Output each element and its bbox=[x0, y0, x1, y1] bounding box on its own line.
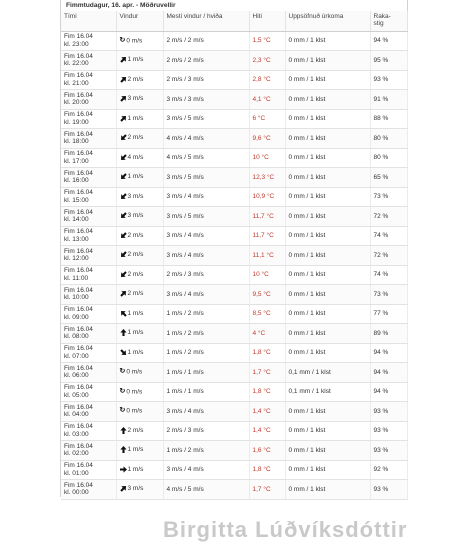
row-hour: kl. 17:00 bbox=[64, 157, 89, 165]
temp-cell: 1,8 °C bbox=[249, 343, 285, 363]
humidity-cell: 95 % bbox=[370, 51, 407, 71]
temp-cell: 1,8 °C bbox=[249, 382, 285, 402]
wind-speed: 0 m/s bbox=[126, 37, 143, 45]
wind-cell bbox=[116, 343, 163, 363]
wind-direction-arrow-icon bbox=[120, 173, 127, 180]
wind-speed: 3 m/s bbox=[127, 485, 144, 493]
wind-direction-arrow-icon bbox=[120, 466, 127, 473]
row-hour: kl. 13:00 bbox=[64, 235, 89, 243]
precip-cell: 0 mm / 1 klst bbox=[285, 343, 370, 363]
wind-direction-arrow-icon bbox=[120, 271, 127, 278]
table-row bbox=[61, 402, 407, 422]
calm-wind-icon: ↻ bbox=[119, 407, 126, 415]
wind-speed: 0 m/s bbox=[126, 407, 143, 415]
gust-cell: 3 m/s / 3 m/s bbox=[163, 90, 249, 110]
table-row bbox=[61, 129, 407, 149]
wind-cell bbox=[116, 285, 163, 305]
temp-cell: 1,4 °C bbox=[249, 402, 285, 422]
gust-cell: 2 m/s / 2 m/s bbox=[163, 31, 249, 51]
wind-speed: 1 m/s bbox=[127, 310, 144, 318]
table-row bbox=[61, 109, 407, 129]
temp-cell: 8,5 °C bbox=[249, 304, 285, 324]
row-hour: kl. 21:00 bbox=[64, 79, 89, 87]
time-cell bbox=[61, 480, 116, 500]
wind-direction-arrow-icon bbox=[120, 349, 127, 356]
calm-wind-icon: ↻ bbox=[119, 36, 126, 44]
row-date: Fim 16.04 bbox=[64, 208, 93, 216]
gust-cell: 3 m/s / 4 m/s bbox=[163, 226, 249, 246]
gust-cell: 3 m/s / 4 m/s bbox=[163, 402, 249, 422]
table-row bbox=[61, 304, 407, 324]
wind-speed: 1 m/s bbox=[127, 446, 144, 454]
precip-cell: 0 mm / 1 klst bbox=[285, 265, 370, 285]
row-date: Fim 16.04 bbox=[64, 130, 93, 138]
col-temp-header[interactable]: Hiti bbox=[249, 11, 285, 31]
row-hour: kl. 20:00 bbox=[64, 99, 89, 107]
wind-speed: 4 m/s bbox=[127, 154, 144, 162]
temp-cell: 6 °C bbox=[249, 109, 285, 129]
precip-cell: 0,1 mm / 1 klst bbox=[285, 363, 370, 383]
temp-cell: 11,7 °C bbox=[249, 207, 285, 227]
wind-speed: 2 m/s bbox=[127, 427, 144, 435]
temp-cell: 1,6 °C bbox=[249, 441, 285, 461]
humidity-cell: 80 % bbox=[370, 148, 407, 168]
table-row bbox=[61, 207, 407, 227]
wind-cell bbox=[116, 304, 163, 324]
row-hour: kl. 15:00 bbox=[64, 196, 89, 204]
row-date: Fim 16.04 bbox=[64, 481, 93, 489]
wind-direction-arrow-icon bbox=[120, 251, 127, 258]
gust-cell: 4 m/s / 5 m/s bbox=[163, 148, 249, 168]
row-date: Fim 16.04 bbox=[64, 52, 93, 60]
temp-cell: 10 °C bbox=[249, 265, 285, 285]
row-date: Fim 16.04 bbox=[64, 169, 93, 177]
table-row bbox=[61, 324, 407, 344]
temp-cell: 10 °C bbox=[249, 148, 285, 168]
gust-cell: 1 m/s / 2 m/s bbox=[163, 324, 249, 344]
row-date: Fim 16.04 bbox=[64, 364, 93, 372]
wind-speed: 1 m/s bbox=[127, 466, 144, 474]
station-date-title: Fimmtudagur, 16. apr. - Möðruvellir bbox=[66, 2, 176, 9]
wind-direction-arrow-icon bbox=[120, 134, 127, 141]
temp-cell: 4 °C bbox=[249, 324, 285, 344]
row-hour: kl. 00:00 bbox=[64, 489, 89, 497]
wind-direction-arrow-icon bbox=[120, 485, 127, 492]
table-row bbox=[61, 187, 407, 207]
gust-cell: 2 m/s / 3 m/s bbox=[163, 265, 249, 285]
precip-cell: 0 mm / 1 klst bbox=[285, 51, 370, 71]
row-hour: kl. 23:00 bbox=[64, 40, 89, 48]
row-hour: kl. 05:00 bbox=[64, 391, 89, 399]
gust-cell: 3 m/s / 5 m/s bbox=[163, 207, 249, 227]
humidity-cell: 74 % bbox=[370, 226, 407, 246]
temp-cell: 12,3 °C bbox=[249, 168, 285, 188]
gust-cell: 3 m/s / 4 m/s bbox=[163, 187, 249, 207]
wind-direction-arrow-icon bbox=[120, 427, 127, 434]
time-cell bbox=[61, 343, 116, 363]
wind-speed: 3 m/s bbox=[127, 95, 144, 103]
wind-cell bbox=[116, 480, 163, 500]
temp-cell: 11,7 °C bbox=[249, 226, 285, 246]
time-cell bbox=[61, 382, 116, 402]
precip-cell: 0 mm / 1 klst bbox=[285, 70, 370, 90]
time-cell bbox=[61, 168, 116, 188]
time-cell bbox=[61, 421, 116, 441]
temp-cell: 2,8 °C bbox=[249, 70, 285, 90]
row-date: Fim 16.04 bbox=[64, 403, 93, 411]
precip-cell: 0 mm / 1 klst bbox=[285, 90, 370, 110]
temp-cell: 10,9 °C bbox=[249, 187, 285, 207]
gust-cell: 3 m/s / 4 m/s bbox=[163, 285, 249, 305]
table-row bbox=[61, 421, 407, 441]
time-cell bbox=[61, 324, 116, 344]
table-row bbox=[61, 382, 407, 402]
time-cell bbox=[61, 441, 116, 461]
gust-cell: 1 m/s / 1 m/s bbox=[163, 363, 249, 383]
humidity-cell: 65 % bbox=[370, 168, 407, 188]
temp-cell: 1,8 °C bbox=[249, 460, 285, 480]
wind-cell bbox=[116, 363, 163, 383]
time-cell bbox=[61, 460, 116, 480]
table-row bbox=[61, 226, 407, 246]
gust-cell: 3 m/s / 4 m/s bbox=[163, 246, 249, 266]
wind-cell bbox=[116, 31, 163, 51]
weather-table bbox=[61, 11, 408, 500]
wind-cell bbox=[116, 226, 163, 246]
time-cell bbox=[61, 187, 116, 207]
time-cell bbox=[61, 285, 116, 305]
table-row bbox=[61, 168, 407, 188]
temp-cell: 11,1 °C bbox=[249, 246, 285, 266]
humidity-cell: 94 % bbox=[370, 363, 407, 383]
row-date: Fim 16.04 bbox=[64, 325, 93, 333]
precip-cell: 0 mm / 1 klst bbox=[285, 285, 370, 305]
wind-speed: 2 m/s bbox=[127, 290, 144, 298]
row-hour: kl. 22:00 bbox=[64, 60, 89, 68]
wind-cell bbox=[116, 109, 163, 129]
table-row bbox=[61, 246, 407, 266]
col-gust-header[interactable]: Mesti vindur / hviða bbox=[163, 11, 249, 31]
time-cell bbox=[61, 31, 116, 51]
row-date: Fim 16.04 bbox=[64, 33, 93, 41]
wind-direction-arrow-icon bbox=[120, 115, 127, 122]
time-cell bbox=[61, 51, 116, 71]
precip-cell: 0 mm / 1 klst bbox=[285, 129, 370, 149]
wind-speed: 2 m/s bbox=[127, 134, 144, 142]
row-hour: kl. 02:00 bbox=[64, 450, 89, 458]
time-cell bbox=[61, 109, 116, 129]
humidity-cell: 93 % bbox=[370, 480, 407, 500]
temp-cell: 1,4 °C bbox=[249, 421, 285, 441]
time-cell bbox=[61, 148, 116, 168]
precip-cell: 0 mm / 1 klst bbox=[285, 31, 370, 51]
precip-cell: 0,1 mm / 1 klst bbox=[285, 382, 370, 402]
wind-direction-arrow-icon bbox=[120, 329, 127, 336]
row-date: Fim 16.04 bbox=[64, 384, 93, 392]
wind-speed: 1 m/s bbox=[127, 349, 144, 357]
row-date: Fim 16.04 bbox=[64, 345, 93, 353]
precip-cell: 0 mm / 1 klst bbox=[285, 304, 370, 324]
temp-cell: 9,5 °C bbox=[249, 285, 285, 305]
humidity-cell: 93 % bbox=[370, 441, 407, 461]
col-humidity-header[interactable]: Raka- stig bbox=[370, 11, 407, 31]
row-hour: kl. 08:00 bbox=[64, 333, 89, 341]
row-date: Fim 16.04 bbox=[64, 111, 93, 119]
table-row bbox=[61, 441, 407, 461]
gust-cell: 2 m/s / 3 m/s bbox=[163, 70, 249, 90]
wind-cell bbox=[116, 168, 163, 188]
humidity-cell: 94 % bbox=[370, 382, 407, 402]
time-cell bbox=[61, 129, 116, 149]
row-hour: kl. 14:00 bbox=[64, 216, 89, 224]
precip-cell: 0 mm / 1 klst bbox=[285, 480, 370, 500]
precip-cell: 0 mm / 1 klst bbox=[285, 207, 370, 227]
humidity-cell: 89 % bbox=[370, 324, 407, 344]
temp-cell: 9,6 °C bbox=[249, 129, 285, 149]
time-cell bbox=[61, 207, 116, 227]
humidity-cell: 72 % bbox=[370, 246, 407, 266]
row-hour: kl. 16:00 bbox=[64, 177, 89, 185]
gust-cell: 4 m/s / 4 m/s bbox=[163, 129, 249, 149]
time-cell bbox=[61, 363, 116, 383]
wind-direction-arrow-icon bbox=[120, 446, 127, 453]
wind-speed: 1 m/s bbox=[127, 56, 144, 64]
calm-wind-icon: ↻ bbox=[119, 387, 126, 395]
photographer-watermark: Birgitta Lúðvíksdóttir bbox=[163, 517, 408, 542]
precip-cell: 0 mm / 1 klst bbox=[285, 187, 370, 207]
time-cell bbox=[61, 226, 116, 246]
wind-speed: 1 m/s bbox=[127, 329, 144, 337]
gust-cell: 3 m/s / 4 m/s bbox=[163, 460, 249, 480]
calm-wind-icon: ↻ bbox=[119, 368, 126, 376]
temp-cell: 4,1 °C bbox=[249, 90, 285, 110]
wind-direction-arrow-icon bbox=[120, 154, 127, 161]
precip-cell: 0 mm / 1 klst bbox=[285, 324, 370, 344]
gust-cell: 1 m/s / 2 m/s bbox=[163, 441, 249, 461]
wind-cell bbox=[116, 382, 163, 402]
table-row bbox=[61, 31, 407, 51]
row-hour: kl. 01:00 bbox=[64, 469, 89, 477]
row-hour: kl. 18:00 bbox=[64, 138, 89, 146]
humidity-cell: 72 % bbox=[370, 207, 407, 227]
precip-cell: 0 mm / 1 klst bbox=[285, 168, 370, 188]
wind-direction-arrow-icon bbox=[120, 290, 127, 297]
time-cell bbox=[61, 90, 116, 110]
wind-cell bbox=[116, 441, 163, 461]
humidity-cell: 92 % bbox=[370, 460, 407, 480]
wind-cell bbox=[116, 129, 163, 149]
wind-direction-arrow-icon bbox=[120, 95, 127, 102]
row-date: Fim 16.04 bbox=[64, 423, 93, 431]
wind-speed: 2 m/s bbox=[127, 271, 144, 279]
time-cell bbox=[61, 265, 116, 285]
row-hour: kl. 06:00 bbox=[64, 372, 89, 380]
wind-speed: 1 m/s bbox=[127, 173, 144, 181]
gust-cell: 1 m/s / 1 m/s bbox=[163, 382, 249, 402]
row-date: Fim 16.04 bbox=[64, 247, 93, 255]
humidity-cell: 73 % bbox=[370, 285, 407, 305]
wind-speed: 2 m/s bbox=[127, 76, 144, 84]
table-row bbox=[61, 70, 407, 90]
table-row bbox=[61, 460, 407, 480]
row-date: Fim 16.04 bbox=[64, 267, 93, 275]
wind-direction-arrow-icon bbox=[120, 76, 127, 83]
table-row bbox=[61, 285, 407, 305]
wind-speed: 0 m/s bbox=[126, 388, 143, 396]
wind-cell bbox=[116, 460, 163, 480]
table-row bbox=[61, 90, 407, 110]
precip-cell: 0 mm / 1 klst bbox=[285, 460, 370, 480]
table-row bbox=[61, 148, 407, 168]
col-time-header[interactable]: Tími bbox=[61, 11, 116, 31]
wind-cell bbox=[116, 402, 163, 422]
time-cell bbox=[61, 70, 116, 90]
wind-cell bbox=[116, 207, 163, 227]
gust-cell: 3 m/s / 5 m/s bbox=[163, 168, 249, 188]
col-wind-header[interactable]: Vindur bbox=[116, 11, 163, 31]
row-hour: kl. 10:00 bbox=[64, 294, 89, 302]
temp-cell: 1,7 °C bbox=[249, 480, 285, 500]
precip-cell: 0 mm / 1 klst bbox=[285, 246, 370, 266]
time-cell bbox=[61, 402, 116, 422]
row-hour: kl. 19:00 bbox=[64, 118, 89, 126]
wind-cell bbox=[116, 187, 163, 207]
time-cell bbox=[61, 246, 116, 266]
row-date: Fim 16.04 bbox=[64, 442, 93, 450]
wind-speed: 3 m/s bbox=[127, 212, 144, 220]
table-row bbox=[61, 363, 407, 383]
humidity-cell: 91 % bbox=[370, 90, 407, 110]
row-date: Fim 16.04 bbox=[64, 189, 93, 197]
col-precip-header[interactable]: Uppsöfnuð úrkoma bbox=[285, 11, 370, 31]
table-row bbox=[61, 51, 407, 71]
precip-cell: 0 mm / 1 klst bbox=[285, 226, 370, 246]
wind-cell bbox=[116, 70, 163, 90]
humidity-cell: 93 % bbox=[370, 402, 407, 422]
wind-cell bbox=[116, 324, 163, 344]
humidity-cell: 94 % bbox=[370, 31, 407, 51]
wind-direction-arrow-icon bbox=[120, 56, 127, 63]
precip-cell: 0 mm / 1 klst bbox=[285, 109, 370, 129]
wind-direction-arrow-icon bbox=[120, 212, 127, 219]
row-hour: kl. 03:00 bbox=[64, 430, 89, 438]
temp-cell: 1,5 °C bbox=[249, 31, 285, 51]
temp-cell: 1,7 °C bbox=[249, 363, 285, 383]
humidity-cell: 94 % bbox=[370, 343, 407, 363]
wind-cell bbox=[116, 265, 163, 285]
wind-speed: 2 m/s bbox=[127, 232, 144, 240]
wind-speed: 1 m/s bbox=[127, 115, 144, 123]
wind-cell bbox=[116, 421, 163, 441]
precip-cell: 0 mm / 1 klst bbox=[285, 402, 370, 422]
row-hour: kl. 09:00 bbox=[64, 313, 89, 321]
wind-cell bbox=[116, 90, 163, 110]
gust-cell: 2 m/s / 3 m/s bbox=[163, 421, 249, 441]
row-date: Fim 16.04 bbox=[64, 150, 93, 158]
precip-cell: 0 mm / 1 klst bbox=[285, 441, 370, 461]
row-date: Fim 16.04 bbox=[64, 462, 93, 470]
row-date: Fim 16.04 bbox=[64, 228, 93, 236]
row-hour: kl. 04:00 bbox=[64, 411, 89, 419]
gust-cell: 4 m/s / 5 m/s bbox=[163, 480, 249, 500]
wind-cell bbox=[116, 148, 163, 168]
row-hour: kl. 07:00 bbox=[64, 352, 89, 360]
humidity-cell: 73 % bbox=[370, 187, 407, 207]
row-date: Fim 16.04 bbox=[64, 306, 93, 314]
gust-cell: 2 m/s / 2 m/s bbox=[163, 51, 249, 71]
precip-cell: 0 mm / 1 klst bbox=[285, 421, 370, 441]
gust-cell: 1 m/s / 2 m/s bbox=[163, 304, 249, 324]
time-cell bbox=[61, 304, 116, 324]
table-header-row bbox=[61, 11, 407, 31]
temp-cell: 2,3 °C bbox=[249, 51, 285, 71]
wind-speed: 2 m/s bbox=[127, 251, 144, 259]
humidity-cell: 93 % bbox=[370, 421, 407, 441]
row-date: Fim 16.04 bbox=[64, 91, 93, 99]
wind-cell bbox=[116, 51, 163, 71]
humidity-cell: 88 % bbox=[370, 109, 407, 129]
gust-cell: 3 m/s / 5 m/s bbox=[163, 109, 249, 129]
wind-direction-arrow-icon bbox=[120, 193, 127, 200]
row-date: Fim 16.04 bbox=[64, 72, 93, 80]
gust-cell: 1 m/s / 2 m/s bbox=[163, 343, 249, 363]
row-hour: kl. 12:00 bbox=[64, 255, 89, 263]
wind-direction-arrow-icon bbox=[120, 232, 127, 239]
table-row bbox=[61, 480, 407, 500]
wind-speed: 3 m/s bbox=[127, 193, 144, 201]
wind-cell bbox=[116, 246, 163, 266]
humidity-cell: 93 % bbox=[370, 70, 407, 90]
wind-speed: 0 m/s bbox=[126, 368, 143, 376]
row-hour: kl. 11:00 bbox=[64, 274, 89, 282]
table-row bbox=[61, 265, 407, 285]
humidity-cell: 74 % bbox=[370, 265, 407, 285]
table-row bbox=[61, 343, 407, 363]
row-date: Fim 16.04 bbox=[64, 286, 93, 294]
precip-cell: 0 mm / 1 klst bbox=[285, 148, 370, 168]
wind-direction-arrow-icon bbox=[120, 310, 127, 317]
humidity-cell: 80 % bbox=[370, 129, 407, 149]
humidity-cell: 77 % bbox=[370, 304, 407, 324]
weather-table-panel bbox=[60, 0, 408, 497]
